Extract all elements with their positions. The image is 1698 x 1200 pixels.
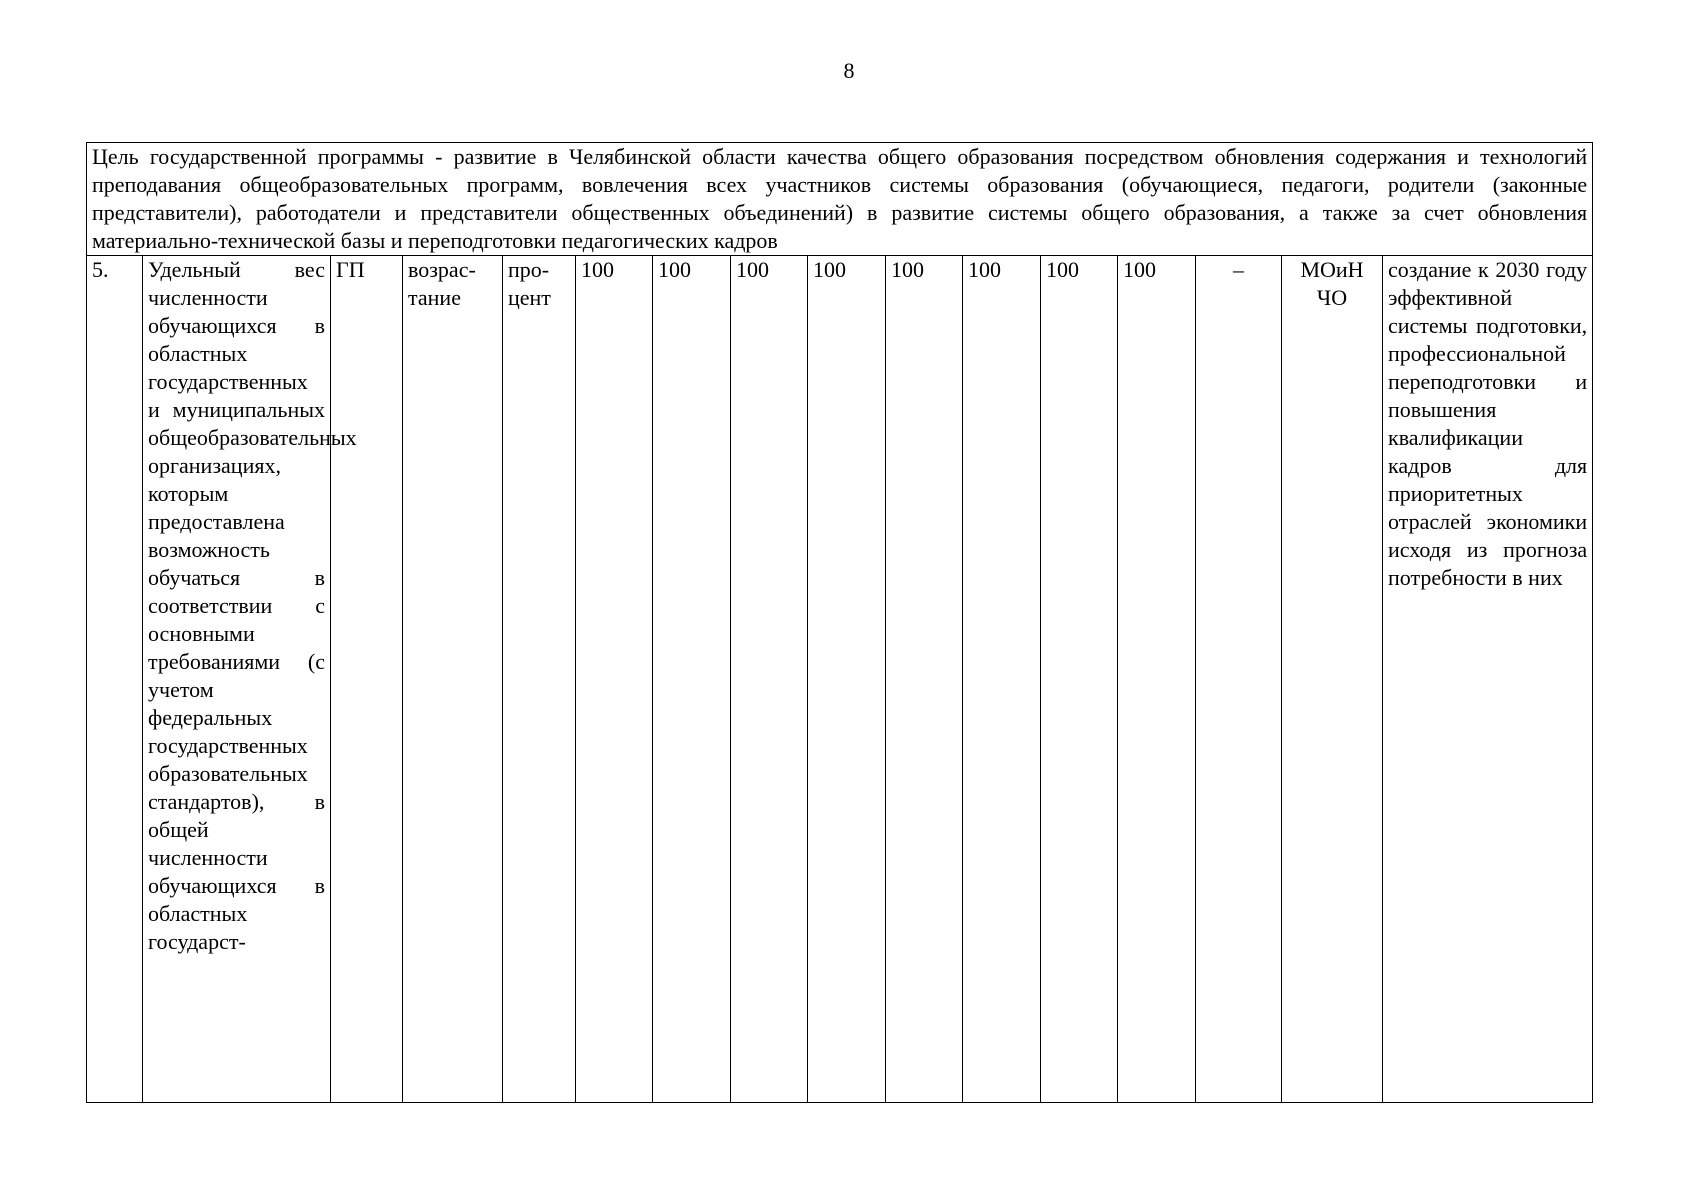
- goal-text: Цель государственной программы - развитие в Челябинской области качества общего образования посредством обновления содержания и технологий преподавания общеобразовательных программ, вовлечения всех участников системы образования (обучающиеся, педагоги, родители (законные представители), работодатели и представители общественных объединений) в развитие системы общего образования, а также за счет обновления материально-технической базы и переподготовки педагогических кадров: [87, 143, 1593, 256]
- value-cell: 100: [808, 256, 886, 1103]
- program-type: ГП: [331, 256, 403, 1103]
- value-cell: 100: [576, 256, 653, 1103]
- responsible: МОиН ЧО: [1282, 256, 1383, 1103]
- trend: возрастание: [403, 256, 503, 1103]
- row-number: 5.: [87, 256, 143, 1103]
- page-number: 8: [843, 58, 855, 83]
- value-cell: 100: [1041, 256, 1118, 1103]
- extra-value: –: [1196, 256, 1282, 1103]
- unit: процент: [503, 256, 576, 1103]
- goal-row: [87, 143, 1593, 256]
- value-cell: 100: [963, 256, 1041, 1103]
- value-cell: 100: [886, 256, 963, 1103]
- indicators-table: [86, 142, 1593, 1103]
- value-cell: 100: [653, 256, 731, 1103]
- value-cell: 100: [731, 256, 808, 1103]
- indicator-description: Удельный вес численности обучающихся в областных государственных и муниципальных общеобразовательных организациях, которым предоставлена возможность обучаться в соответствии с основными требованиями (с учетом федеральных государственных образовательных стандартов), в общей численности обучающихся в областных государст-: [143, 256, 331, 1103]
- table-row: [87, 256, 1593, 1103]
- expected-result: создание к 2030 году эффективной системы подготовки, профессиональной переподготовки и повышения квалификации кадров для приоритетных отраслей экономики исходя из прогноза потребности в них: [1383, 256, 1593, 1103]
- value-cell: 100: [1118, 256, 1196, 1103]
